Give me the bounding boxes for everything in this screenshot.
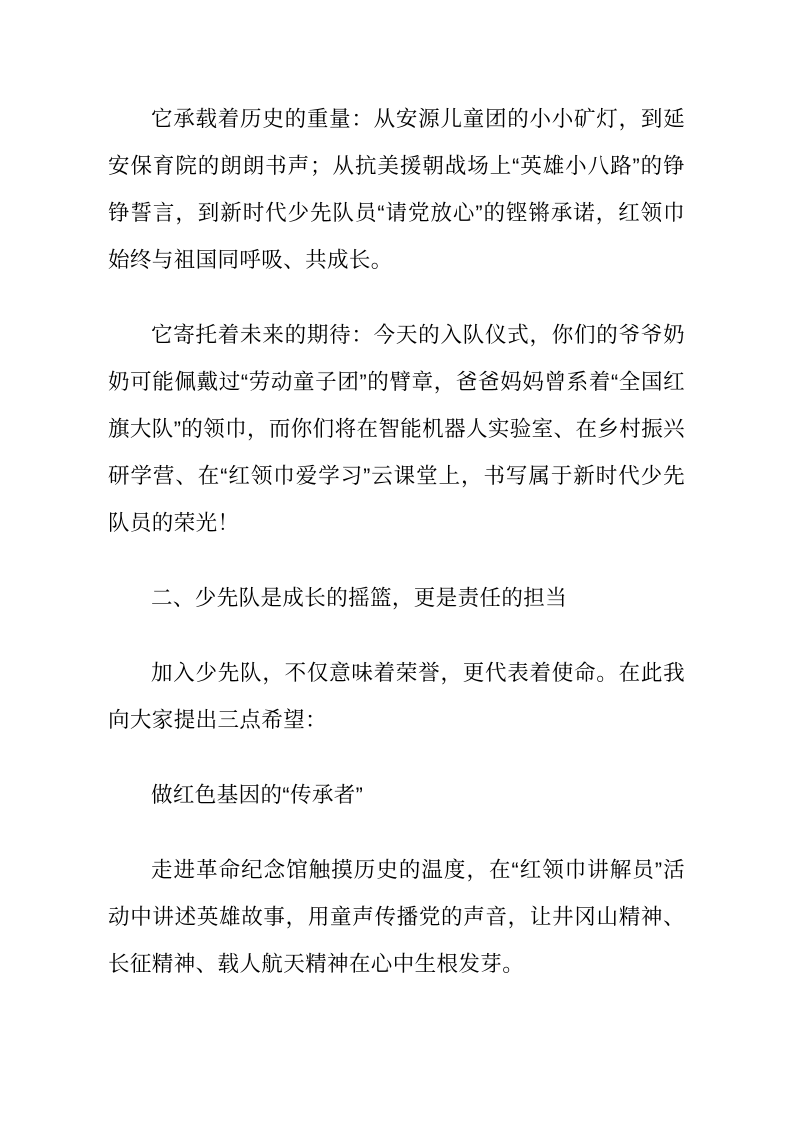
paragraph-subheading-inheritor: 做红色基因的“传承者” (151, 783, 364, 807)
document-body (108, 96, 685, 988)
paragraph-future-expectation: 它寄托着未来的期待：今天的入队仪式，你们的爷爷奶奶可能佩戴过“劳动童子团”的臂章，爸爸妈妈曾系着“全国红旗大队”的领巾，而你们将在智能机器人实验室、在乡村振兴研学营、在“红领巾爱学习”云课堂上，书写属于新时代少先队员的荣光！ (108, 323, 685, 535)
paragraph-memorial-hall: 走进革命纪念馆触摸历史的温度，在“红领巾讲解员”活动中讲述英雄故事，用童声传播党的声音，让井冈山精神、长征精神、载人航天精神在心中生根发芽。 (108, 858, 685, 976)
paragraph-history-weight: 它承载着历史的重量：从安源儿童团的小小矿灯，到延安保育院的朗朗书声；从抗美援朝战场上“英雄小八路”的铮铮誓言，到新时代少先队员“请党放心”的铿锵承诺，红领巾始终与祖国同呼吸、共成长。 (108, 107, 685, 272)
section-heading-two: 二、少先队是成长的摇篮，更是责任的担当 (151, 586, 568, 610)
paragraph-three-hopes-intro: 加入少先队，不仅意味着荣誉，更代表着使命。在此我向大家提出三点希望： (108, 661, 685, 732)
